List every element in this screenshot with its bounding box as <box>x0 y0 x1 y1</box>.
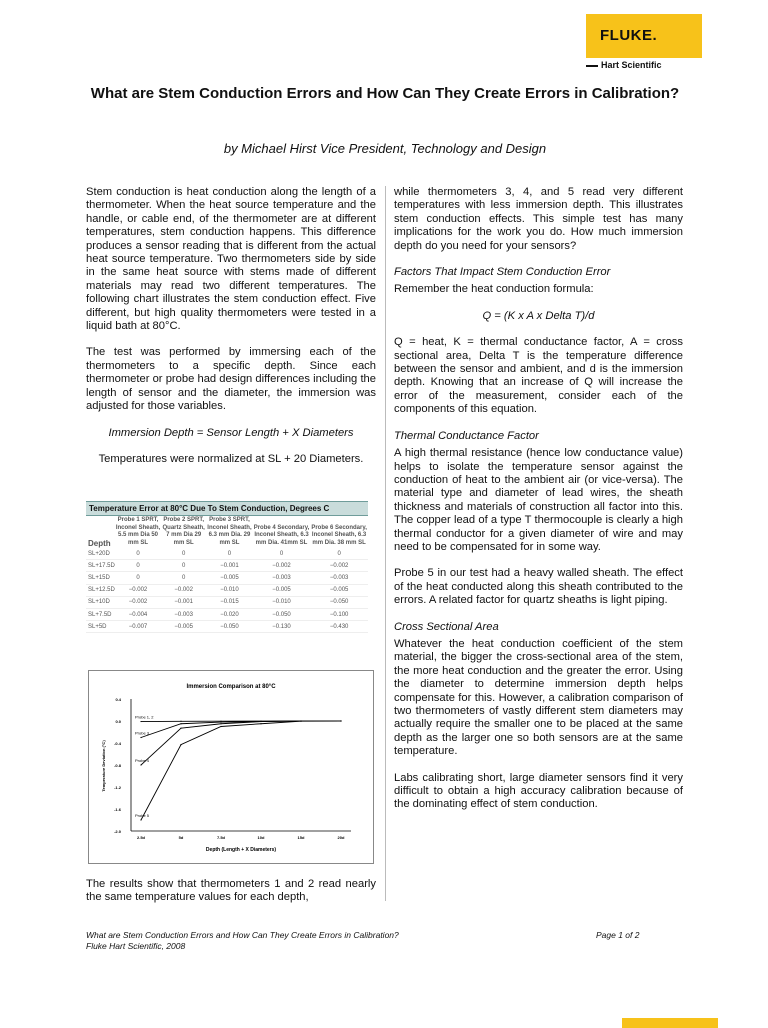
series-label: Probe 3 <box>135 730 150 736</box>
depth-cell: SL+12.5D <box>86 584 115 596</box>
value-cell: 0 <box>115 560 161 572</box>
paragraph: A high thermal resistance (hence low conductance value) helps to isolate the temperature sensor against the conduction of heat to the ambient air (or vice-versa). The material type and diameter of lead wires, the sheath thickness and materials of construction all factor into this. The copper lead of a type T thermocouple is clearly a high thermal conductor for a given diameter of wire and may need to be compensated for in some way. <box>394 447 683 553</box>
x-tick-label: 7.5d <box>216 835 226 840</box>
x-axis-label: Depth (Length + X Diameters) <box>205 847 277 853</box>
table-title: Temperature Error at 80°C Due To Stem Conduction, Degrees C <box>86 501 368 516</box>
equation: Immersion Depth = Sensor Length + X Diameters <box>108 426 354 439</box>
series-label: Probe 5 <box>135 813 150 818</box>
section-heading: Factors That Impact Stem Conduction Error <box>394 266 611 279</box>
data-point <box>260 721 261 722</box>
y-tick-label: -0.8 <box>114 763 121 768</box>
value-cell: −0.010 <box>253 596 310 608</box>
chart-svg <box>89 671 373 863</box>
x-tick-label: 20d <box>337 835 345 840</box>
value-cell: 0 <box>161 548 206 560</box>
column-divider <box>385 186 386 901</box>
value-cell: −0.007 <box>115 621 161 633</box>
x-tick-label: 10d <box>257 835 265 840</box>
depth-cell: SL+17.5D <box>86 560 115 572</box>
section-heading: Thermal Conductance Factor <box>394 429 539 442</box>
value-cell: 0 <box>206 548 253 560</box>
y-tick-label: -2.0 <box>114 829 121 834</box>
data-point <box>140 721 141 722</box>
table-row <box>86 584 368 596</box>
value-cell: −0.130 <box>253 621 310 633</box>
column-header: Probe 2 SPRT, Quartz Sheath, 7 mm Dia 29 mm SL <box>162 517 205 546</box>
paragraph: The results show that thermometers 1 and 2 read nearly the same temperature values for each depth, <box>86 878 376 904</box>
x-tick-label: 5d <box>178 835 184 840</box>
depth-cell: SL+5D <box>86 621 115 633</box>
formula: Q = (K x A x Delta T)/d <box>482 309 595 322</box>
right-column <box>394 186 683 825</box>
left-column <box>86 186 376 479</box>
value-cell: −0.005 <box>310 584 368 596</box>
data-point <box>220 723 221 724</box>
table-row <box>86 608 368 620</box>
table-row <box>86 596 368 608</box>
value-cell: −0.050 <box>253 608 310 620</box>
data-point <box>300 721 301 722</box>
value-cell: −0.003 <box>253 572 310 584</box>
column-header: Probe 6 Secondary, Inconel Sheath, 6.3 mm Dia. 38 mm SL <box>311 524 367 546</box>
paragraph: Q = heat, K = thermal conductance factor, A = cross sectional area, Delta T is the temperature difference between the sensor and ambient, and d is the immersion depth. Knowing that an increase of Q will increase the error of the measurement, consider each of the components of this equation. <box>394 336 683 416</box>
data-point <box>180 721 181 722</box>
value-cell: −0.100 <box>310 608 368 620</box>
left-column-end <box>86 878 376 918</box>
column-header: Probe 3 SPRT, Inconel Sheath, 6.3 mm Dia. 29 mm SL <box>207 517 252 546</box>
brand-corner-bar <box>622 1018 718 1028</box>
y-tick-label: 0.4 <box>115 697 121 702</box>
y-tick-label: -1.2 <box>114 785 121 790</box>
data-point <box>180 723 181 724</box>
value-cell: −0.001 <box>161 596 206 608</box>
paragraph: Whatever the heat conduction coefficient of the stem material, the bigger the cross-sectional area of the stem, the more heat conduction and the greater the error. Using the diameter to determine immersion depth helps compensate for this. However, a calibration comparison of two thermometers of vastly different stem diameters may actually require the smaller one to be placed at the same depth as the larger one so both sensors are at the same temperature. <box>394 637 683 758</box>
paragraph: Stem conduction is heat conduction along the length of a thermometer. When the heat source temperature and the handle, or cable end, of the thermometer are at different temperatures, stem conduction happens. This difference produces a sensor reading that is different from the actual heat source temperature. Two thermometers side by side in the same heat source with stems made of different materials may read two different temperatures. The following chart illustrates the stem conduction effect. Five different, but high quality thermometers were tested in a liquid bath at 80°C. <box>86 186 376 333</box>
y-axis-label: Temperature Deviation (°C) <box>101 740 106 792</box>
y-tick-label: -0.4 <box>114 741 121 746</box>
value-cell: −0.430 <box>310 621 368 633</box>
depth-cell: SL+7.5D <box>86 608 115 620</box>
error-table <box>86 501 368 633</box>
value-cell: −0.005 <box>161 621 206 633</box>
series-line <box>141 721 341 820</box>
section-heading: Cross Sectional Area <box>394 620 499 633</box>
value-cell: 0 <box>161 572 206 584</box>
data-point <box>220 722 221 723</box>
value-cell: 0 <box>310 548 368 560</box>
value-cell: −0.020 <box>206 608 253 620</box>
depth-cell: SL+15D <box>86 572 115 584</box>
table-row <box>86 572 368 584</box>
column-header: Probe 1 SPRT, Inconel Sheath, 5.5 mm Dia 50 mm SL <box>115 517 161 546</box>
brand-name: FLUKE. <box>600 27 658 44</box>
paragraph: Labs calibrating short, large diameter sensors find it very difficult to obtain a high accuracy calibration because of the dominating effect of stem conduction. <box>394 771 683 811</box>
table-row <box>86 621 368 633</box>
normalization-note: Temperatures were normalized at SL + 20 Diameters. <box>98 452 364 465</box>
chart-title: Immersion Comparison at 80°C <box>186 684 276 690</box>
paragraph: while thermometers 3, 4, and 5 read very different temperatures with less immersion depth. This illustrates stem conduction effects. This simple test has many implications for the work you do. How much immersion depth do you need for your sensors? <box>394 186 683 252</box>
data-point <box>140 819 141 820</box>
series-line <box>141 721 341 738</box>
value-cell: −0.001 <box>206 560 253 572</box>
table-row <box>86 548 368 560</box>
x-tick-label: 2.5d <box>136 835 146 840</box>
value-cell: −0.005 <box>206 572 253 584</box>
value-cell: −0.002 <box>253 560 310 572</box>
value-cell: −0.005 <box>253 584 310 596</box>
value-cell: −0.002 <box>161 584 206 596</box>
value-cell: −0.002 <box>115 596 161 608</box>
depth-cell: SL+20D <box>86 548 115 560</box>
immersion-chart <box>88 670 374 864</box>
value-cell: 0 <box>161 560 206 572</box>
data-point <box>340 720 341 721</box>
value-cell: −0.003 <box>161 608 206 620</box>
depth-cell: SL+10D <box>86 596 115 608</box>
footer-title: What are Stem Conduction Errors and How Can They Create Errors in Calibration? <box>86 930 399 940</box>
paragraph: Remember the heat conduction formula: <box>394 283 594 296</box>
paragraph: The test was performed by immersing each of the thermometers to a specific depth. Since each thermometer or probe had design differences including the length of sensor and the diameter, the immersion was adjusted for those variables. <box>86 346 376 413</box>
footer-credit: Fluke Hart Scientific, 2008 <box>86 941 186 951</box>
table-row <box>86 560 368 572</box>
value-cell: −0.002 <box>310 560 368 572</box>
data-table <box>86 516 368 633</box>
value-cell: 0 <box>115 548 161 560</box>
data-point <box>180 744 181 745</box>
page-title: What are Stem Conduction Errors and How Can They Create Errors in Calibration? <box>90 85 680 102</box>
value-cell: −0.050 <box>206 621 253 633</box>
data-point <box>140 764 141 765</box>
page-number: Page 1 of 2 <box>596 930 640 940</box>
value-cell: 0 <box>253 548 310 560</box>
y-tick-label: -1.6 <box>114 807 121 812</box>
x-tick-label: 15d <box>297 835 305 840</box>
value-cell: −0.002 <box>115 584 161 596</box>
value-cell: 0 <box>115 572 161 584</box>
brand-subtitle <box>586 60 662 70</box>
footer <box>86 930 399 952</box>
series-label: Probe 4 <box>135 758 150 763</box>
y-tick-label: 0.0 <box>115 719 121 724</box>
value-cell: −0.003 <box>310 572 368 584</box>
value-cell: −0.004 <box>115 608 161 620</box>
data-point <box>180 728 181 729</box>
column-header: Probe 4 Secondary, Inconel Sheath, 6.3 mm Dia. 41mm SL <box>253 524 310 546</box>
value-cell: −0.015 <box>206 596 253 608</box>
data-point <box>140 737 141 738</box>
series-label: Probe 1, 2 <box>135 714 154 720</box>
column-header: Depth <box>88 538 111 548</box>
byline: by Michael Hirst Vice President, Technology and Design <box>223 141 547 156</box>
paragraph: Probe 5 in our test had a heavy walled sheath. The effect of the heat conducted along this sheath contributed to the errors. A related factor for quartz sheaths is light piping. <box>394 567 683 607</box>
value-cell: −0.010 <box>206 584 253 596</box>
brand-sub-text: Hart Scientific <box>601 60 662 70</box>
data-point <box>220 726 221 727</box>
data-point <box>260 723 261 724</box>
value-cell: −0.050 <box>310 596 368 608</box>
